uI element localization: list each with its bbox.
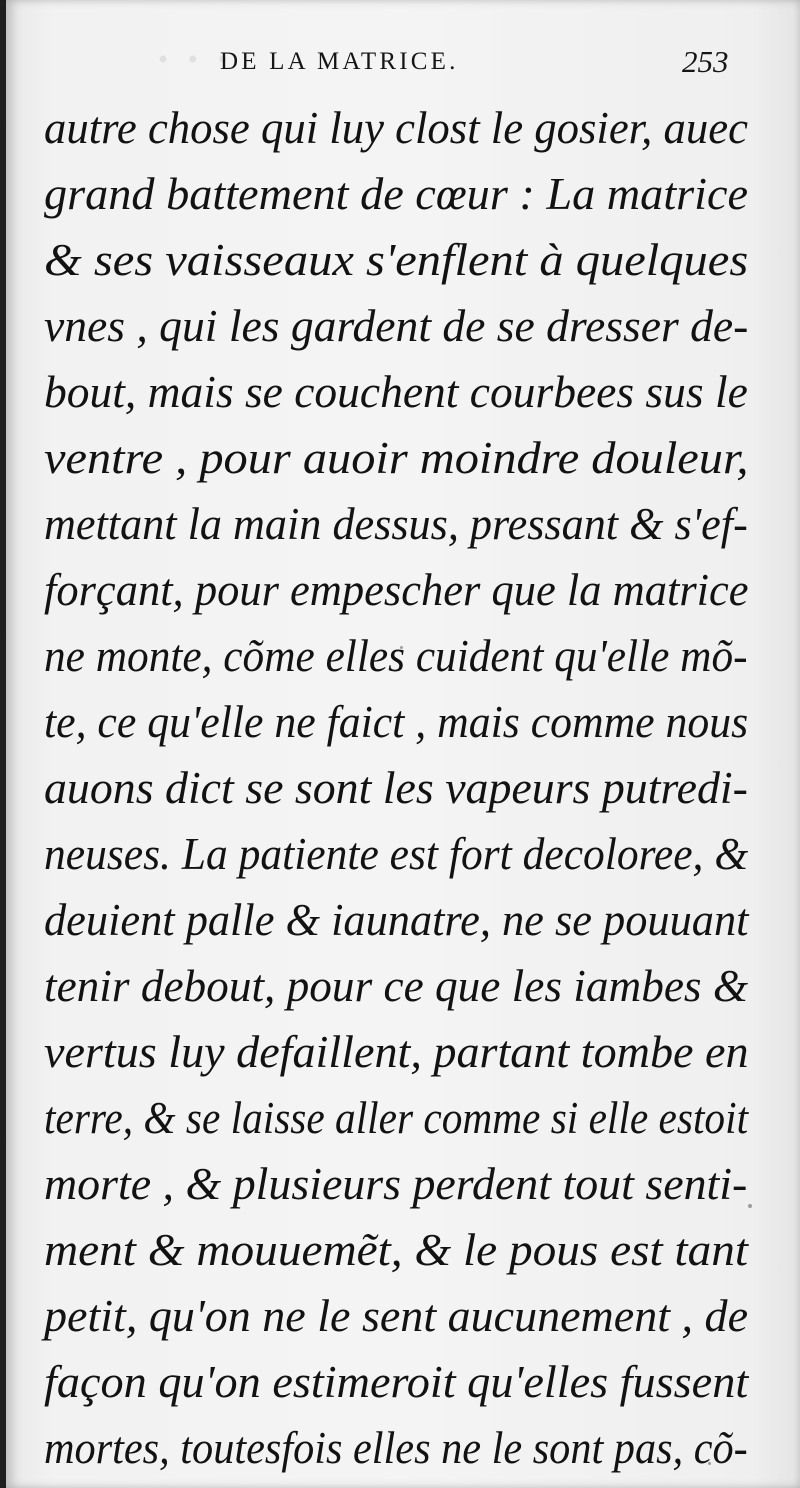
- text-line: te, ce qu'elle ne faict , mais comme nous: [44, 697, 749, 747]
- ink-speck: [708, 1462, 711, 1465]
- text-line: façon qu'on estimeroit qu'elles fussent: [44, 1357, 749, 1407]
- text-line: mortes, toutesfois elles ne le sont pas, cõ-: [44, 1423, 748, 1473]
- text-line: autre chose qui luy clost le gosier, auec: [44, 103, 748, 153]
- ink-speck: [748, 1204, 752, 1208]
- text-line: grand battement de cœur : La matrice: [44, 169, 749, 219]
- text-line: petit, qu'on ne le sent aucunement , de: [44, 1291, 749, 1341]
- text-line: deuient palle & iaunatre, ne se pouuant: [44, 895, 749, 945]
- text-line: vnes , qui les gardent de se dresser de-: [44, 301, 749, 351]
- text-line: ment & mouuemẽt, & le pous est tant: [44, 1225, 749, 1275]
- text-line: morte , & plusieurs perdent tout senti-: [44, 1159, 748, 1209]
- page-number: 253: [682, 44, 729, 79]
- text-line: & ses vaisseaux s'enflent à quelques: [44, 235, 749, 285]
- ink-speck: [400, 646, 403, 649]
- show-through-text: • • •: [156, 46, 234, 74]
- text-line: auons dict se sont les vapeurs putredi-: [44, 763, 748, 813]
- text-line: vertus luy defaillent, partant tombe en: [44, 1027, 749, 1077]
- book-page: [6, 0, 800, 1488]
- text-line: forçant, pour empescher que la matrice: [44, 565, 749, 615]
- text-line: ventre , pour auoir moindre douleur,: [44, 433, 749, 483]
- text-line: terre, & se laisse aller comme si elle estoit: [44, 1093, 749, 1143]
- text-line: tenir debout, pour ce que les iambes &: [44, 961, 749, 1011]
- text-line: ne monte, cõme elles cuident qu'elle mõ-: [44, 631, 748, 681]
- text-line: neuses. La patiente est fort decoloree, &: [44, 829, 749, 879]
- text-line: mettant la main dessus, pressant & s'ef-: [44, 499, 748, 549]
- text-line: bout, mais se couchent courbees sus le: [44, 367, 748, 417]
- running-head: DE LA MATRICE.: [220, 48, 459, 75]
